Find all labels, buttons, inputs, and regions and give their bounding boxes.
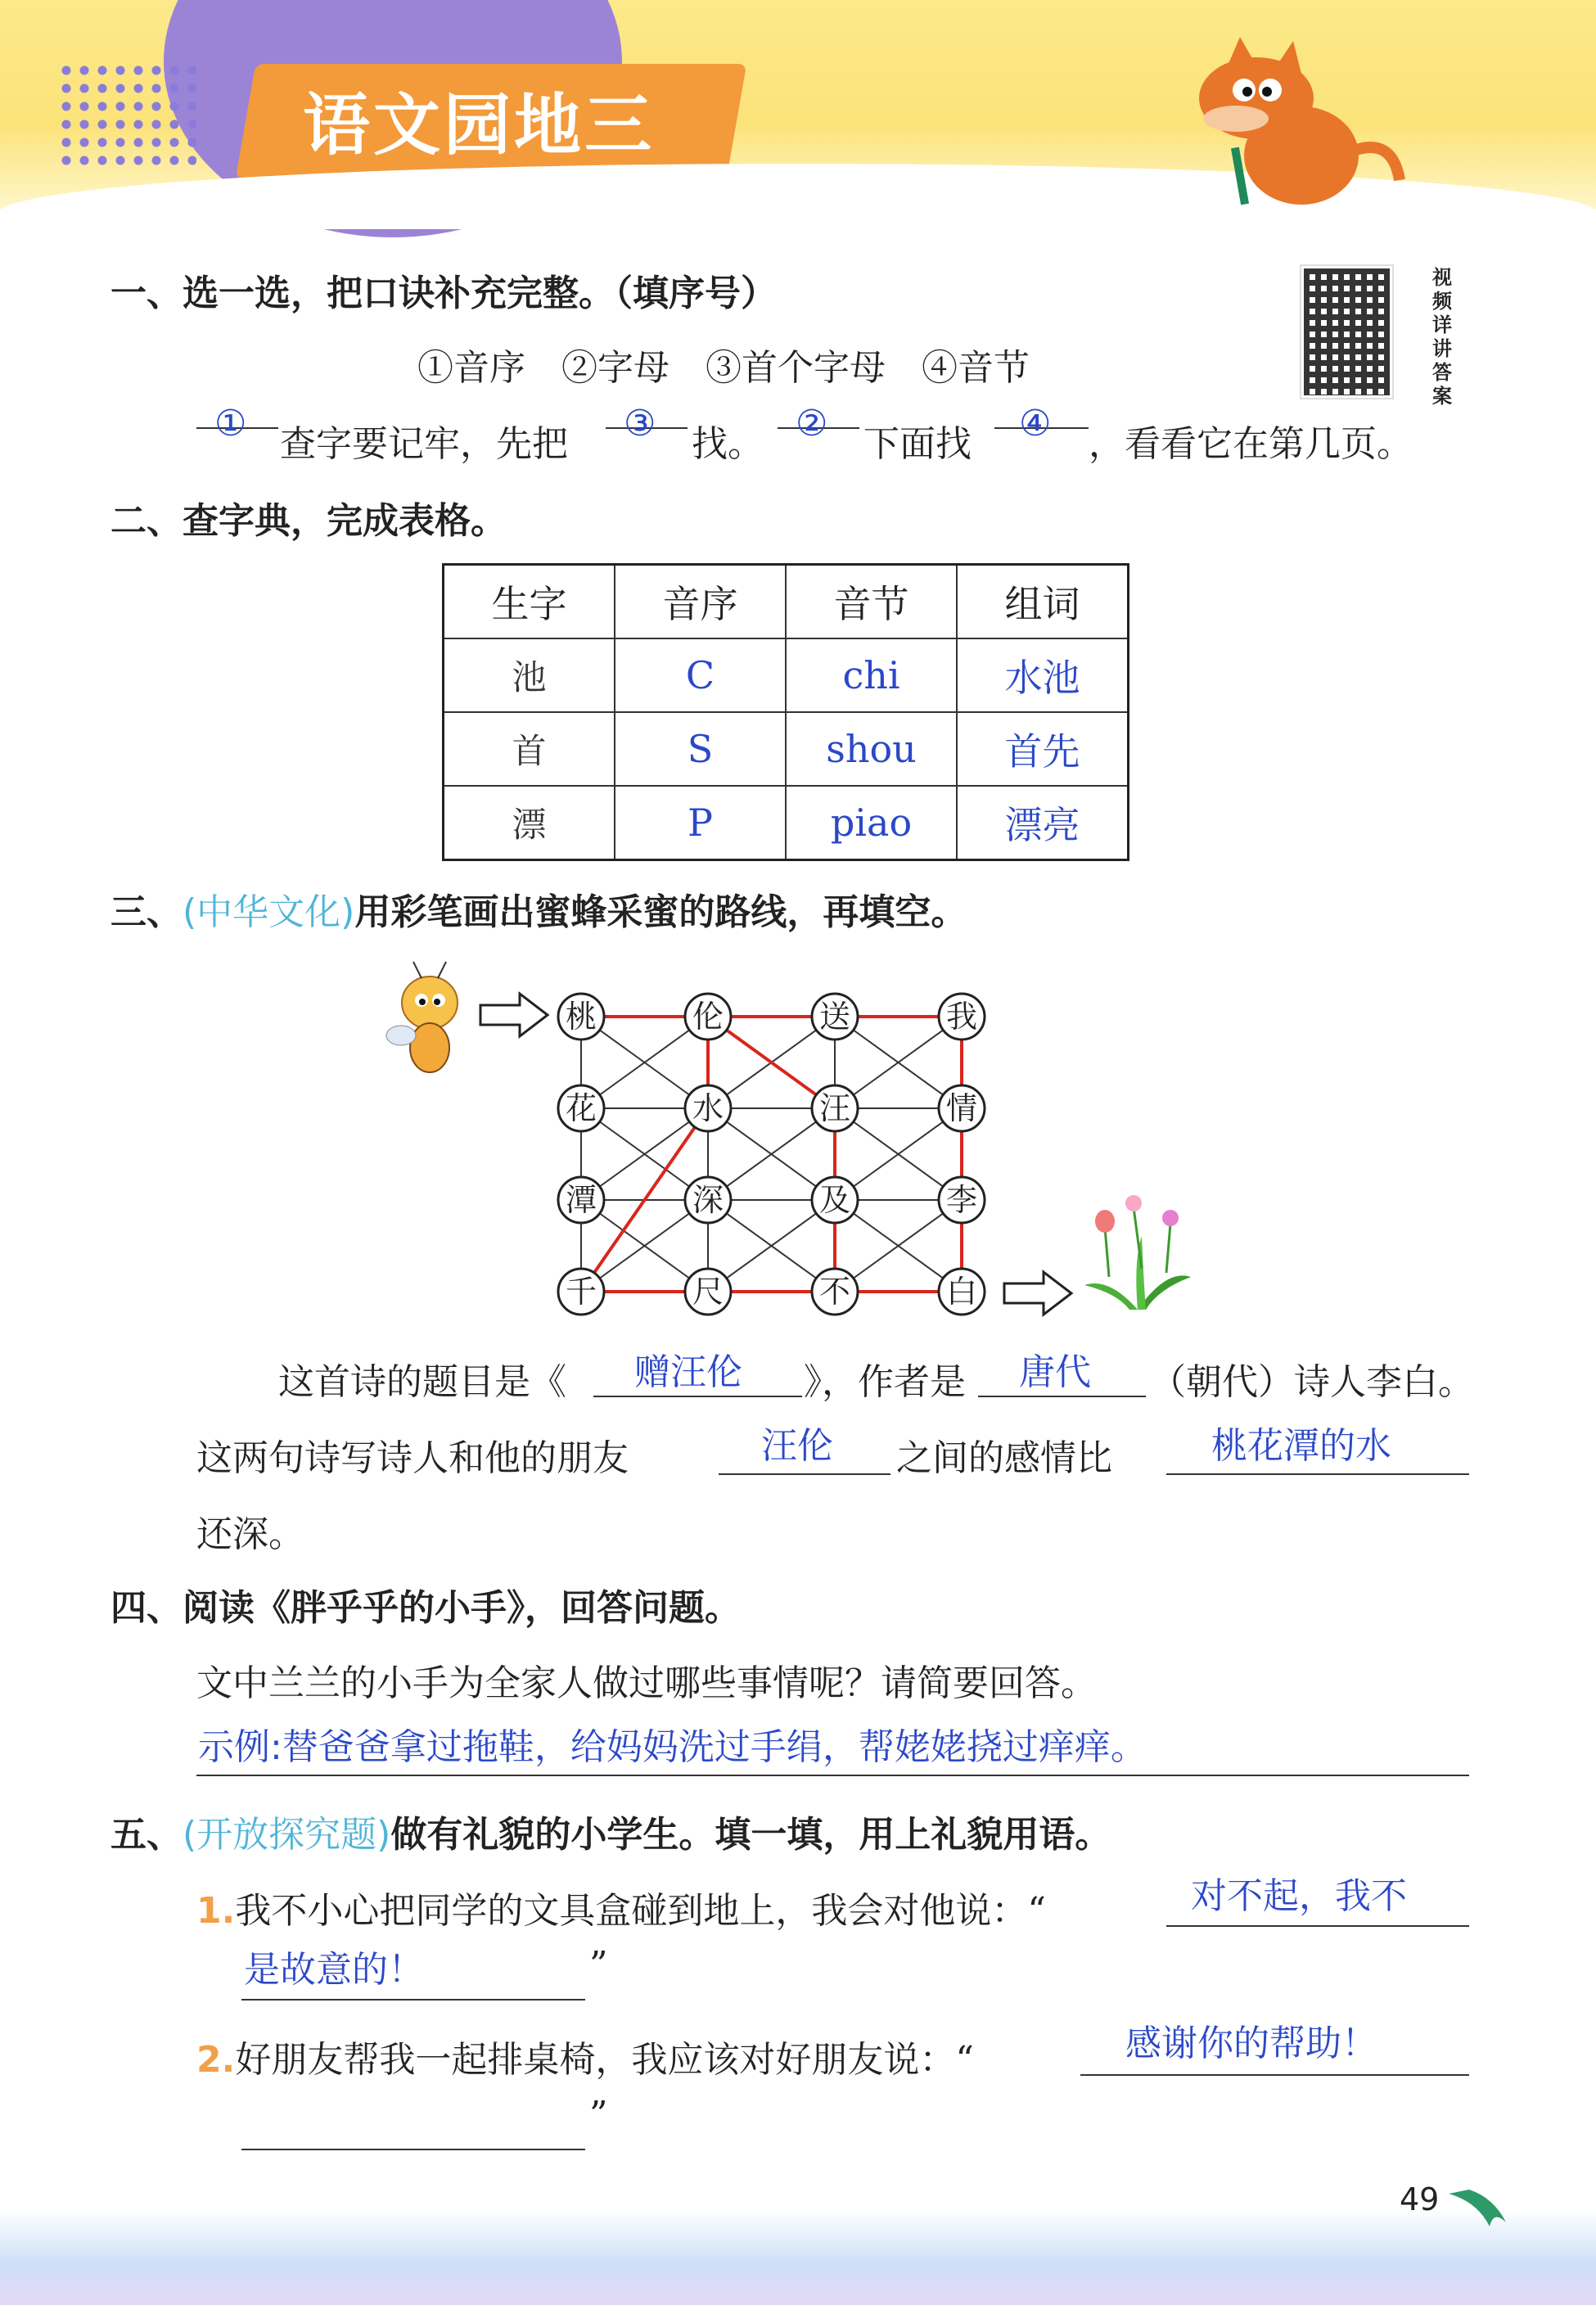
table-header: 生字 bbox=[444, 565, 615, 639]
q5-item-1-number: 1. bbox=[196, 1890, 236, 1932]
grid-node bbox=[558, 1177, 604, 1223]
grid-node bbox=[558, 1085, 604, 1131]
table-header: 组词 bbox=[957, 565, 1129, 639]
q3-sentence-2a: 这两句诗写诗人和他的朋友 bbox=[196, 1437, 629, 1479]
grid-node-char: 桃 bbox=[565, 999, 597, 1035]
table-cell: piao bbox=[786, 786, 957, 860]
grid-node bbox=[939, 1085, 985, 1131]
q5-item-1-close: ” bbox=[589, 1944, 608, 1986]
q3-sentence-1a: 这首诗的题目是《 bbox=[278, 1361, 566, 1403]
q5-item-2-answer: 感谢你的帮助！ bbox=[1125, 2023, 1377, 2064]
q1-options: ①音序 ②字母 ③首个字母 ④音节 bbox=[417, 347, 1030, 389]
grid-node-char: 情 bbox=[945, 1090, 978, 1126]
q1-text-3: 下面找 bbox=[863, 423, 972, 465]
q1-answer-3: ② bbox=[796, 403, 828, 444]
q4-question: 文中兰兰的小手为全家人做过哪些事情呢？请简要回答。 bbox=[196, 1662, 1097, 1704]
q4-title: 四、阅读《胖乎乎的小手》，回答问题。 bbox=[110, 1587, 741, 1629]
grid-lines bbox=[581, 1017, 962, 1292]
grid-node-char: 伦 bbox=[692, 999, 724, 1035]
q4-answer: 示例:替爸爸拿过拖鞋，给妈妈洗过手绢，帮姥姥挠过痒痒。 bbox=[198, 1726, 1147, 1768]
bird-icon bbox=[1445, 2177, 1510, 2235]
q5-item-2-blank-b bbox=[241, 2091, 585, 2150]
table-cell: P bbox=[615, 786, 786, 860]
table-cell: chi bbox=[786, 638, 957, 712]
grid-node bbox=[812, 1269, 858, 1315]
qr-code[interactable] bbox=[1301, 266, 1392, 398]
q5-item-1 bbox=[196, 1881, 1046, 1933]
q3-sentence-1c: （朝代）诗人李白。 bbox=[1150, 1361, 1474, 1403]
grid-node-char: 我 bbox=[945, 999, 978, 1035]
q5-item-1-answer-b: 是故意的！ bbox=[244, 1949, 424, 1991]
grid-node bbox=[685, 1177, 731, 1223]
table-cell: 水池 bbox=[957, 638, 1129, 712]
grid-node bbox=[558, 1269, 604, 1315]
grid-node-char: 潭 bbox=[565, 1182, 597, 1218]
dictionary-table bbox=[442, 563, 1129, 861]
grid-node-char: 千 bbox=[565, 1274, 597, 1310]
grid-node-char: 及 bbox=[818, 1182, 851, 1218]
q3-title-prefix: 三、 bbox=[110, 891, 183, 933]
table-cell: 首先 bbox=[957, 712, 1129, 786]
q5-item-2-number: 2. bbox=[196, 2039, 236, 2081]
flower-illustration bbox=[1076, 1187, 1199, 1318]
q3-sentence-1b: 》，作者是 bbox=[804, 1361, 966, 1403]
grid-node-char: 花 bbox=[565, 1090, 597, 1126]
q5-item-2 bbox=[196, 2030, 974, 2082]
qr-label: 视频详讲答案 bbox=[1432, 266, 1452, 408]
q5-title-rest: 做有礼貌的小学生。填一填，用上礼貌用语。 bbox=[390, 1814, 1111, 1856]
arrow-right-icon bbox=[1003, 1269, 1076, 1318]
q5-item-1-text: 我不小心把同学的文具盒碰到地上，我会对他说：“ bbox=[235, 1890, 1046, 1932]
header-dots-decoration bbox=[57, 61, 196, 168]
grid-node bbox=[812, 994, 858, 1040]
q3-answer-friend: 汪伦 bbox=[761, 1425, 833, 1467]
q3-title-rest: 用彩笔画出蜜蜂采蜜的路线，再填空。 bbox=[354, 891, 967, 933]
table-cell: 漂亮 bbox=[957, 786, 1129, 860]
q5-item-1-answer-a: 对不起，我不 bbox=[1191, 1875, 1407, 1917]
grid-node-char: 李 bbox=[945, 1182, 978, 1218]
q5-item-2-close: ” bbox=[589, 2094, 608, 2136]
table-cell: S bbox=[615, 712, 786, 786]
table-row bbox=[444, 786, 1129, 860]
table-row bbox=[444, 712, 1129, 786]
footer-band bbox=[0, 2210, 1596, 2305]
table-cell: 池 bbox=[444, 638, 615, 712]
grid-node-char: 送 bbox=[818, 999, 851, 1035]
table-cell: 漂 bbox=[444, 786, 615, 860]
q1-title: 一、选一选，把口诀补充完整。（填序号） bbox=[110, 273, 777, 314]
q1-answer-4: ④ bbox=[1019, 403, 1052, 444]
grid-node-char: 尺 bbox=[692, 1274, 724, 1310]
q3-answer-compare: 桃花潭的水 bbox=[1211, 1425, 1391, 1467]
grid-node-char: 汪 bbox=[818, 1090, 851, 1126]
grid-node bbox=[685, 994, 731, 1040]
cat-mascot-illustration bbox=[1179, 33, 1424, 221]
grid-node bbox=[939, 1177, 985, 1223]
grid-node-char: 深 bbox=[692, 1182, 724, 1218]
q3-title bbox=[110, 882, 967, 935]
grid-node-char: 水 bbox=[692, 1090, 724, 1126]
grid-node bbox=[685, 1085, 731, 1131]
q5-title-prefix: 五、 bbox=[110, 1814, 183, 1856]
table-cell: C bbox=[615, 638, 786, 712]
grid-node bbox=[812, 1177, 858, 1223]
grid-node bbox=[558, 994, 604, 1040]
grid-node bbox=[939, 1269, 985, 1315]
q1-text-2: 找。 bbox=[692, 423, 764, 465]
page-number: 49 bbox=[1400, 2181, 1440, 2217]
bee-illustration bbox=[385, 958, 475, 1080]
q1-answer-1: ① bbox=[214, 403, 247, 444]
page-title: 语文园地三 bbox=[303, 87, 656, 165]
q1-answer-2: ③ bbox=[624, 403, 656, 444]
q3-sentence-3: 还深。 bbox=[196, 1513, 304, 1555]
q3-tag: (中华文化) bbox=[183, 891, 355, 933]
grid-node-char: 白 bbox=[945, 1274, 978, 1310]
grid-node-char: 不 bbox=[818, 1274, 851, 1310]
q1-text-1: 查字要记牢，先把 bbox=[280, 423, 568, 465]
table-cell: 首 bbox=[444, 712, 615, 786]
q3-sentence-2b: 之间的感情比 bbox=[896, 1437, 1112, 1479]
table-row bbox=[444, 638, 1129, 712]
q5-item-2-text: 好朋友帮我一起排桌椅，我应该对好朋友说：“ bbox=[235, 2039, 974, 2081]
q2-title: 二、查字典，完成表格。 bbox=[110, 500, 507, 542]
q3-answer-title: 赠汪伦 bbox=[634, 1351, 742, 1393]
grid-node bbox=[812, 1085, 858, 1131]
poem-route-grid bbox=[540, 974, 999, 1318]
table-cell: shou bbox=[786, 712, 957, 786]
q5-title bbox=[110, 1805, 1111, 1857]
grid-node bbox=[939, 994, 985, 1040]
grid-node bbox=[685, 1269, 731, 1315]
q3-answer-dynasty: 唐代 bbox=[1019, 1351, 1091, 1393]
table-header: 音序 bbox=[615, 565, 786, 639]
table-header-row bbox=[444, 565, 1129, 639]
table-header: 音节 bbox=[786, 565, 957, 639]
q1-text-4: ，看看它在第几页。 bbox=[1089, 423, 1413, 465]
q5-tag: (开放探究题) bbox=[183, 1814, 391, 1856]
